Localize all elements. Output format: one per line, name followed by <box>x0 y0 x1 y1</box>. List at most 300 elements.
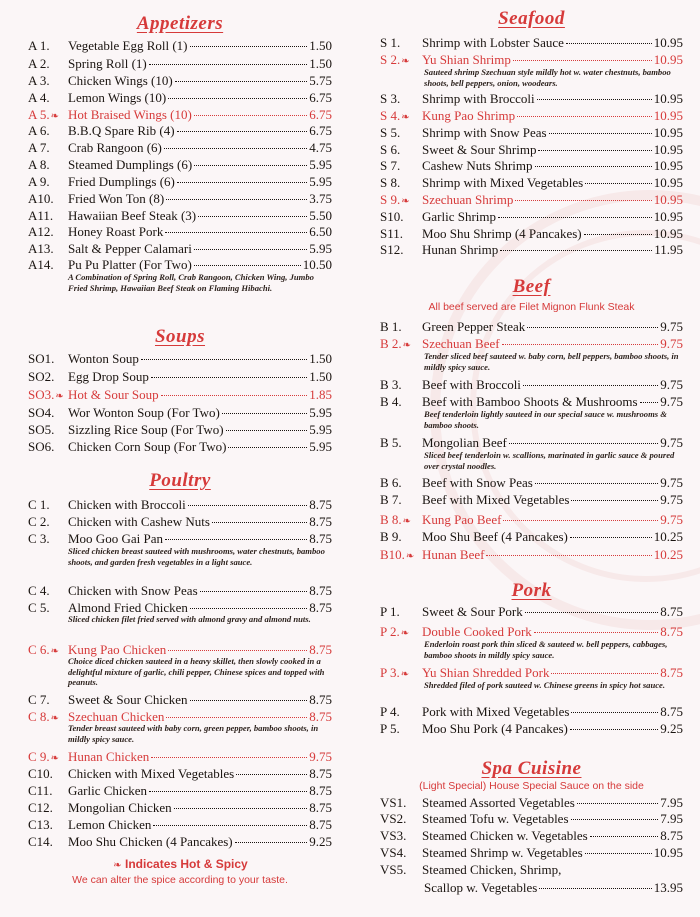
item-price: 5.50 <box>309 208 332 223</box>
leader-dots <box>538 150 651 151</box>
item-code: C12. <box>28 800 53 815</box>
item-code: B 2.❧ <box>380 336 412 351</box>
menu-item <box>28 513 332 530</box>
leader-dots <box>174 808 308 809</box>
menu-item <box>380 208 683 225</box>
item-name: Hot & Sour Soup <box>68 387 159 402</box>
item-code: C 5. <box>28 600 50 615</box>
pork-heading: Pork <box>511 580 552 601</box>
item-name: Shrimp with Mixed Vegetables <box>422 175 584 190</box>
item-name: Chicken with Mixed Vegetables <box>68 766 235 781</box>
item-code: C 2. <box>28 514 50 529</box>
item-code: P 2.❧ <box>380 624 410 639</box>
item-price: 9.75 <box>660 336 683 351</box>
item-name: Mongolian Chicken <box>68 800 172 815</box>
item-name: Shrimp with Snow Peas <box>422 125 547 140</box>
menu-item <box>380 90 683 107</box>
beef-note: All beef served are Filet Mignon Flunk Steak <box>428 301 635 313</box>
item-name: Hawaiian Beef Steak (3) <box>68 208 197 223</box>
item-price: 5.95 <box>309 174 332 189</box>
menu-item <box>28 89 332 106</box>
item-price: 10.95 <box>653 35 683 50</box>
item-name: Kung Pao Beef <box>422 512 502 527</box>
item-name: Moo Shu Shrimp (4 Pancakes) <box>422 226 582 241</box>
menu-item <box>28 55 332 72</box>
item-name: Hunan Shrimp <box>422 242 499 257</box>
menu-item <box>380 225 683 242</box>
leader-dots <box>190 700 308 701</box>
pepper-icon: ❧ <box>402 340 412 351</box>
item-price: 8.75 <box>660 704 683 719</box>
item-code: C 7. <box>28 692 50 707</box>
menu-item <box>380 827 683 844</box>
item-name: Lemon Chicken <box>68 817 152 832</box>
leader-dots <box>198 216 307 217</box>
item-name: Beef with Mixed Vegetables <box>422 492 570 507</box>
leader-dots <box>486 555 651 556</box>
pepper-icon: ❧ <box>401 196 410 207</box>
item-price: 10.95 <box>653 52 683 67</box>
item-description: Enderloin roast pork thin sliced & sauteed w. bell peppers, cabbages, bamboo shoots in mildly spicy sauce. <box>424 639 668 660</box>
item-price: 8.75 <box>309 583 332 598</box>
item-price: 10.95 <box>653 192 683 207</box>
leader-dots <box>498 217 652 218</box>
item-code: S10. <box>380 209 404 224</box>
leader-dots <box>194 115 307 116</box>
item-price: 10.95 <box>653 158 683 173</box>
item-code: P 4. <box>380 704 400 719</box>
item-description: A Combination of Spring Roll, Crab Rangoon, Chicken Wing, Jumbo Fried Shrimp, Hawaiian Beef Steak on Flaming Hibachi. <box>68 272 314 293</box>
menu-item <box>380 191 683 208</box>
item-price: 9.75 <box>660 492 683 507</box>
item-code: C 4. <box>28 583 50 598</box>
beef-heading: Beef <box>512 276 551 297</box>
menu-item <box>28 72 332 89</box>
item-price: 3.75 <box>309 191 332 206</box>
item-code: S 3. <box>380 91 401 106</box>
pepper-icon: ❧ <box>401 112 410 123</box>
leader-dots <box>517 116 652 117</box>
leader-dots <box>188 505 308 506</box>
leader-dots <box>175 81 308 82</box>
item-code: S 5. <box>380 125 401 140</box>
item-code: A 3. <box>28 73 50 88</box>
item-code: C 8.❧ <box>28 709 60 724</box>
leader-dots <box>190 46 308 47</box>
item-price: 7.95 <box>660 811 683 826</box>
leader-dots <box>585 183 652 184</box>
item-price: 6.50 <box>309 224 332 239</box>
item-name: Vegetable Egg Roll (1) <box>68 38 188 53</box>
item-name: Beef with Bamboo Shoots & Mushrooms <box>422 394 638 409</box>
pepper-icon: ❧ <box>402 516 412 527</box>
menu-item <box>28 207 332 224</box>
item-name: Sweet & Sour Shrimp <box>422 142 537 157</box>
item-name: Hot Braised Wings (10) <box>68 107 192 122</box>
item-name: Pork with Mixed Vegetables <box>422 704 570 719</box>
item-name: Garlic Chicken <box>68 783 148 798</box>
item-price: 10.50 <box>302 257 332 272</box>
menu-item <box>380 844 683 861</box>
item-name: Moo Shu Pork (4 Pancakes) <box>422 721 568 736</box>
leader-dots <box>590 836 659 837</box>
item-name: Double Cooked Pork <box>422 624 532 639</box>
menu-item <box>28 748 332 765</box>
item-price: 10.95 <box>653 91 683 106</box>
item-code: SO6. <box>28 439 55 454</box>
leader-dots <box>571 500 658 501</box>
item-name: Fried Dumplings (6) <box>68 174 175 189</box>
item-name: Egg Drop Soup <box>68 369 149 384</box>
menu-item <box>28 782 332 799</box>
item-price: 8.75 <box>660 624 683 639</box>
menu-item <box>28 816 332 833</box>
soups-heading: Soups <box>154 326 206 347</box>
item-price: 8.75 <box>309 642 332 657</box>
item-name: Shrimp with Lobster Sauce <box>422 35 564 50</box>
item-price: 5.75 <box>309 73 332 88</box>
item-price: 8.75 <box>309 692 332 707</box>
leader-dots <box>640 402 659 403</box>
item-price: 1.50 <box>309 369 332 384</box>
item-name: Green Pepper Steak <box>422 319 526 334</box>
leader-dots <box>200 591 308 592</box>
menu-item <box>28 496 332 513</box>
leader-dots <box>194 165 307 166</box>
item-name: Steamed Chicken, Shrimp, <box>422 862 562 877</box>
menu-item <box>28 404 332 421</box>
item-price: 11.95 <box>654 242 683 257</box>
item-name: Mongolian Beef <box>422 435 507 450</box>
leader-dots <box>585 853 652 854</box>
item-code: A 9. <box>28 174 50 189</box>
item-name: Yu Shian Shrimp <box>422 52 511 67</box>
item-price: 9.75 <box>660 512 683 527</box>
item-code: P 5. <box>380 721 400 736</box>
item-description: Beef tenderloin lightly sauteed in our special sauce w. mushrooms & bamboo shoots. <box>424 409 667 430</box>
menu-item <box>28 530 332 547</box>
menu-item <box>380 107 683 124</box>
item-code: C 3. <box>28 531 50 546</box>
menu-item <box>28 765 332 782</box>
menu-item <box>380 720 683 737</box>
item-price: 8.75 <box>660 828 683 843</box>
pepper-icon: ❧ <box>405 551 415 562</box>
item-code: A10. <box>28 191 54 206</box>
menu-item <box>380 623 683 640</box>
item-price: 8.75 <box>660 665 683 680</box>
item-price: 5.95 <box>309 157 332 172</box>
menu-item <box>380 664 683 681</box>
item-name: Wonton Soup <box>68 351 139 366</box>
leader-dots <box>551 673 658 674</box>
pepper-icon: ❧ <box>55 391 64 402</box>
menu-item <box>28 368 332 385</box>
leader-dots <box>570 537 652 538</box>
pepper-icon: ❧ <box>50 646 60 657</box>
item-price: 9.75 <box>660 475 683 490</box>
leader-dots <box>539 888 651 889</box>
menu-item <box>380 491 683 508</box>
item-description: Tender sliced beef sauteed w. baby corn, bell peppers, bamboo shoots, in mildly spicy sauce. <box>424 351 679 372</box>
leader-dots <box>168 98 307 99</box>
item-name: Almond Fried Chicken <box>68 600 188 615</box>
menu-item <box>380 434 683 451</box>
item-price: 1.50 <box>309 38 332 53</box>
menu-item <box>380 124 683 141</box>
item-code: A 5.❧ <box>28 107 60 122</box>
item-price: 10.95 <box>653 125 683 140</box>
leader-dots <box>566 43 652 44</box>
leader-dots <box>584 234 652 235</box>
item-price: 4.75 <box>309 140 332 155</box>
leader-dots <box>177 131 308 132</box>
leader-dots <box>165 232 307 233</box>
menu-item <box>380 474 683 491</box>
item-code: B10.❧ <box>380 547 415 562</box>
item-name: Lemon Wings (10) <box>68 90 167 105</box>
pepper-icon: ❧ <box>113 860 122 871</box>
item-name: Chicken with Snow Peas <box>68 583 198 598</box>
menu-item <box>380 794 683 811</box>
item-price: 10.95 <box>653 175 683 190</box>
item-code: A 8. <box>28 157 50 172</box>
item-price: 10.25 <box>653 529 683 544</box>
menu-item-continued <box>424 879 683 896</box>
item-code: SO1. <box>28 351 55 366</box>
spa-cuisine-heading: Spa Cuisine <box>481 758 582 779</box>
item-price: 9.25 <box>660 721 683 736</box>
item-code: S 4.❧ <box>380 108 410 123</box>
item-code: SO3.❧ <box>28 387 64 402</box>
item-code: S 9.❧ <box>380 192 410 207</box>
item-name: Steamed Assorted Vegetables <box>422 795 575 810</box>
leader-dots <box>226 430 308 431</box>
menu-item <box>380 810 683 827</box>
item-name: Sweet & Sour Pork <box>422 604 523 619</box>
item-name: Salt & Pepper Calamari <box>68 241 192 256</box>
leader-dots <box>513 60 652 61</box>
item-description: Sliced chicken filet fried served with almond gravy and almond nuts. <box>68 614 311 624</box>
item-name: Crab Rangoon (6) <box>68 140 162 155</box>
menu-item <box>380 376 683 393</box>
item-price: 8.75 <box>309 531 332 546</box>
menu-item <box>380 703 683 720</box>
leader-dots <box>161 395 308 396</box>
menu-item <box>28 122 332 139</box>
item-code: C 1. <box>28 497 50 512</box>
spa-note: (Light Special) House Special Sauce on the side <box>419 780 644 792</box>
item-code: A 6. <box>28 123 50 138</box>
item-price: 1.50 <box>309 351 332 366</box>
item-name: Steamed Chicken w. Vegetables <box>422 828 588 843</box>
leader-dots <box>194 265 301 266</box>
menu-item <box>380 241 683 258</box>
item-name: Kung Pao Chicken <box>68 642 167 657</box>
leader-dots <box>151 757 307 758</box>
menu-item <box>380 174 683 191</box>
leader-dots <box>222 413 307 414</box>
item-code: S 7. <box>380 158 401 173</box>
item-code: VS5. <box>380 862 407 877</box>
item-name-continued: Scallop w. Vegetables <box>424 880 538 895</box>
hot-spicy-legend-text: Indicates Hot & Spicy <box>125 857 248 871</box>
poultry-heading: Poultry <box>149 470 211 491</box>
item-code: VS3. <box>380 828 407 843</box>
menu-item <box>380 51 683 68</box>
leader-dots <box>527 327 658 328</box>
item-code: A13. <box>28 241 54 256</box>
leader-dots <box>502 344 659 345</box>
menu-item <box>380 546 683 563</box>
item-name: Szechuan Beef <box>422 336 500 351</box>
item-description: Choice diced chicken sauteed in a heavy skillet, then slowly cooked in a delightful mixture of garlic, chili pepper, Chinese spices and topped with peanuts. <box>68 656 325 687</box>
leader-dots <box>500 250 652 251</box>
item-name: Szechuan Shrimp <box>422 192 514 207</box>
item-code: S12. <box>380 242 404 257</box>
item-code: B 3. <box>380 377 402 392</box>
leader-dots <box>509 443 658 444</box>
pepper-icon: ❧ <box>50 753 60 764</box>
item-price: 10.95 <box>653 226 683 241</box>
pepper-icon: ❧ <box>400 669 410 680</box>
leader-dots <box>537 99 652 100</box>
leader-dots <box>166 199 307 200</box>
item-name: Hunan Chicken <box>68 749 150 764</box>
menu-item <box>28 256 332 273</box>
item-price: 8.75 <box>660 604 683 619</box>
leader-dots <box>190 608 307 609</box>
item-description: Tender breast sauteed with baby corn, green pepper, bamboo shoots, in mildly spicy sauce. <box>68 723 319 744</box>
item-price: 9.75 <box>309 749 332 764</box>
item-code: A11. <box>28 208 54 223</box>
item-name: Steamed Dumplings (6) <box>68 157 193 172</box>
item-code: C 9.❧ <box>28 749 60 764</box>
item-price: 9.25 <box>309 834 332 849</box>
item-code: A 4. <box>28 90 50 105</box>
item-name: B.B.Q Spare Rib (4) <box>68 123 175 138</box>
item-name: Beef with Broccoli <box>422 377 521 392</box>
menu-item <box>28 173 332 190</box>
leader-dots <box>168 650 307 651</box>
menu-item <box>28 37 332 54</box>
item-code: B 9. <box>380 529 402 544</box>
menu-item <box>380 141 683 158</box>
item-code: S 1. <box>380 35 401 50</box>
leader-dots <box>503 520 658 521</box>
item-price: 8.75 <box>309 766 332 781</box>
leader-dots <box>212 522 307 523</box>
item-code: VS1. <box>380 795 407 810</box>
item-name: Moo Shu Beef (4 Pancakes) <box>422 529 568 544</box>
item-name: Kung Pao Shrimp <box>422 108 516 123</box>
item-price: 8.75 <box>309 817 332 832</box>
item-name: Sweet & Sour Chicken <box>68 692 188 707</box>
menu-item <box>28 386 332 403</box>
leader-dots <box>523 385 658 386</box>
item-description: Sliced beef tenderloin w. scallions, marinated in garlic sauce & poured over crystal noodles. <box>424 450 675 471</box>
item-code: S 6. <box>380 142 401 157</box>
leader-dots <box>571 819 659 820</box>
item-code: SO4. <box>28 405 55 420</box>
leader-dots <box>534 632 658 633</box>
item-name: Fried Won Ton (8) <box>68 191 165 206</box>
item-code: B 8.❧ <box>380 512 412 527</box>
leader-dots <box>515 200 651 201</box>
leader-dots <box>151 377 307 378</box>
item-code: A 1. <box>28 38 50 53</box>
item-price: 10.95 <box>653 142 683 157</box>
menu-item <box>380 528 683 545</box>
item-code: S 2.❧ <box>380 52 410 67</box>
item-code: C14. <box>28 834 53 849</box>
leader-dots <box>177 182 307 183</box>
leader-dots <box>194 249 307 250</box>
menu-item <box>28 223 332 240</box>
item-name: Moo Shu Chicken (4 Pancakes) <box>68 834 233 849</box>
item-name: Wor Wonton Soup (For Two) <box>68 405 220 420</box>
menu-item <box>380 393 683 410</box>
leader-dots <box>571 712 658 713</box>
item-name: Chicken with Cashew Nuts <box>68 514 210 529</box>
item-price: 10.95 <box>653 209 683 224</box>
item-name: Cashew Nuts Shrimp <box>422 158 533 173</box>
leader-dots <box>535 166 652 167</box>
item-code: A12. <box>28 224 54 239</box>
leader-dots <box>228 447 307 448</box>
leader-dots <box>149 64 308 65</box>
leader-dots <box>235 842 308 843</box>
item-description: Sauteed shrimp Szechuan style mildly hot w. water chestnuts, bamboo shoots, bell peppers, onion, woodears. <box>424 67 671 88</box>
menu-item <box>380 335 683 352</box>
item-name: Honey Roast Pork <box>68 224 164 239</box>
leader-dots <box>149 791 307 792</box>
menu-item <box>380 157 683 174</box>
menu-item <box>28 240 332 257</box>
menu-item <box>28 582 332 599</box>
item-price: 8.75 <box>309 709 332 724</box>
item-description: Shredded filed of pork sauteed w. Chinese greens in spicy hot sauce. <box>424 680 666 690</box>
item-code: B 7. <box>380 492 402 507</box>
item-name: Garlic Shrimp <box>422 209 497 224</box>
item-name: Moo Goo Gai Pan <box>68 531 163 546</box>
menu-item <box>28 691 332 708</box>
item-price: 6.75 <box>309 123 332 138</box>
item-name: Spring Roll (1) <box>68 56 147 71</box>
menu-item <box>380 861 683 878</box>
item-price: 9.75 <box>660 377 683 392</box>
item-name: Shrimp with Broccoli <box>422 91 535 106</box>
menu-item <box>380 318 683 335</box>
leader-dots <box>570 729 658 730</box>
item-price: 10.95 <box>653 845 683 860</box>
item-name: Chicken Corn Soup (For Two) <box>68 439 227 454</box>
item-price: 8.75 <box>309 800 332 815</box>
item-code: A 2. <box>28 56 50 71</box>
item-name: Szechuan Chicken <box>68 709 165 724</box>
item-price: 8.75 <box>309 497 332 512</box>
leader-dots <box>166 717 307 718</box>
item-price: 9.75 <box>660 319 683 334</box>
item-code: B 1. <box>380 319 402 334</box>
item-price: 1.50 <box>309 56 332 71</box>
item-code: A 7. <box>28 140 50 155</box>
item-code: C11. <box>28 783 53 798</box>
item-price: 9.75 <box>660 435 683 450</box>
item-name: Chicken with Broccoli <box>68 497 186 512</box>
item-code: C10. <box>28 766 53 781</box>
item-price: 1.85 <box>309 387 332 402</box>
